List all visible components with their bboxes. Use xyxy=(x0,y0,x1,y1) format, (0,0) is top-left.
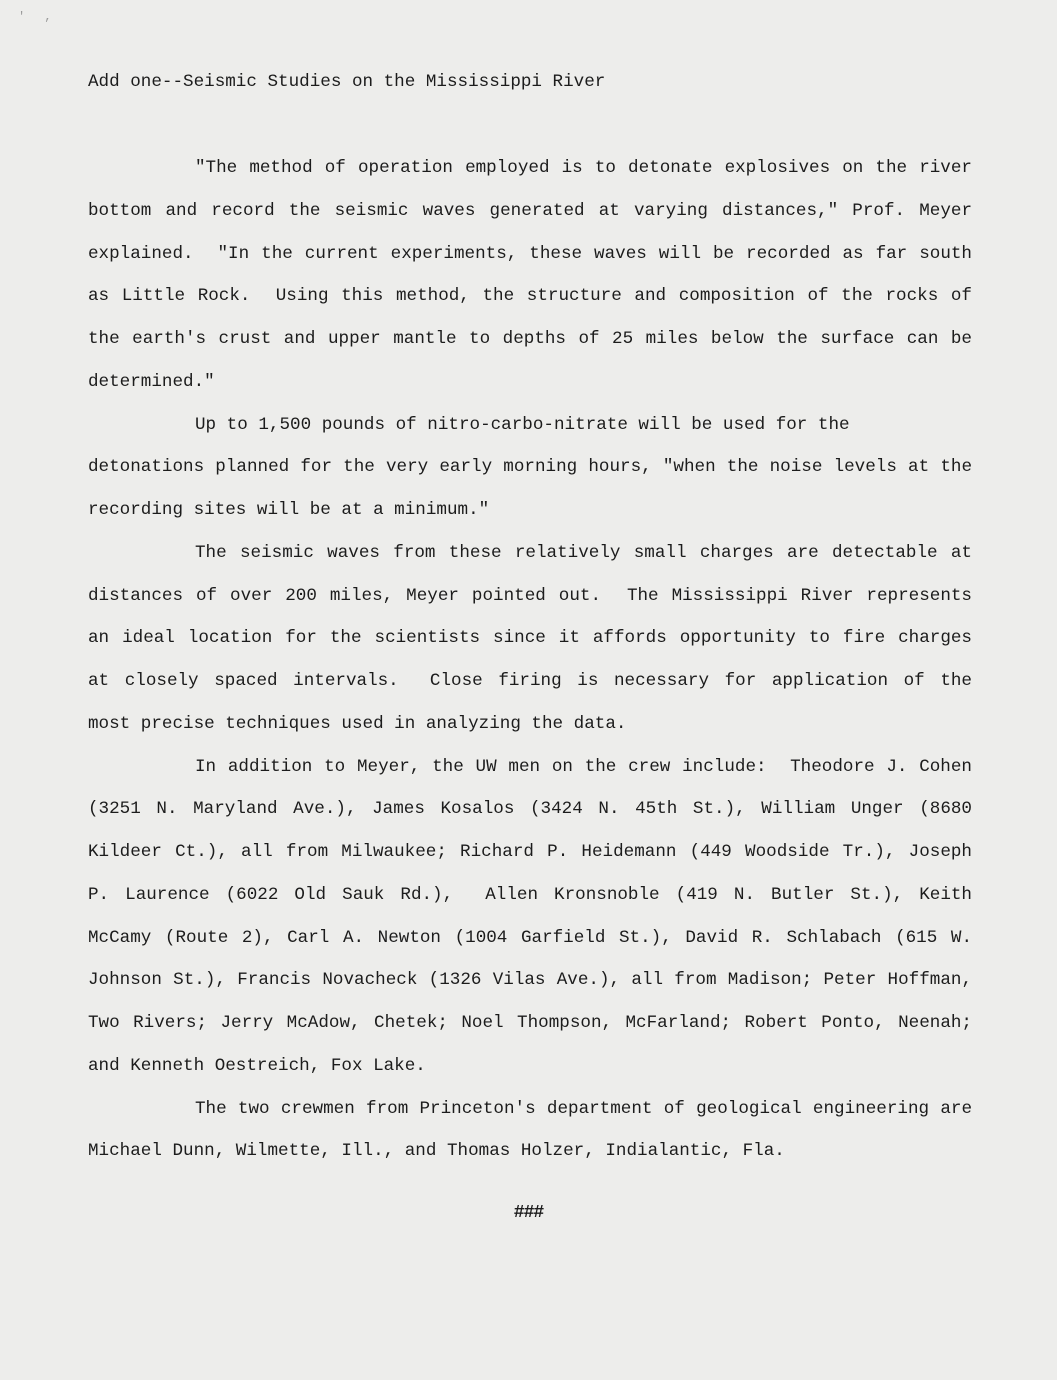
paragraph-4-line-3: Kildeer Ct.), all from Milwaukee; Richard P. Heidemann (449 Woodside Tr.), Joseph xyxy=(88,842,972,862)
paragraph-3-line-3: an ideal location for the scientists since it affords opportunity to fire charges xyxy=(88,628,972,649)
paragraph-4-line-5: McCamy (Route 2), Carl A. Newton (1004 Garfield St.), David R. Schlabach (615 W. xyxy=(88,927,972,948)
paragraph-2-line-2: detonations planned for the very early morning hours, "when the noise levels at the xyxy=(88,457,972,478)
paragraph-2-line-1: Up to 1,500 pounds of nitro-carbo-nitrate will be used for the xyxy=(195,414,850,435)
paragraph-4-line-2: (3251 N. Maryland Ave.), James Kosalos (3424 N. 45th St.), William Unger (8680 xyxy=(88,799,972,820)
body-text xyxy=(88,156,972,1182)
paragraph-3-line-4: at closely spaced intervals. Close firing is necessary for application of the xyxy=(88,671,972,691)
paragraph-4-line-8: and Kenneth Oestreich, Fox Lake. xyxy=(88,1055,426,1076)
paragraph-1-line-6: determined." xyxy=(88,371,215,392)
paragraph-1-line-3: explained. "In the current experiments, these waves will be recorded as far south xyxy=(88,243,972,264)
paragraph-1-line-1: "The method of operation employed is to detonate explosives on the river xyxy=(195,158,972,178)
paragraph-3-line-1: The seismic waves from these relatively small charges are detectable at xyxy=(195,542,972,563)
paragraph-4-line-7: Two Rivers; Jerry McAdow, Chetek; Noel Thompson, McFarland; Robert Ponto, Neenah; xyxy=(88,1013,972,1033)
paragraph-5-line-2: Michael Dunn, Wilmette, Ill., and Thomas Holzer, Indialantic, Fla. xyxy=(88,1141,785,1162)
page-heading: Add one--Seismic Studies on the Mississippi River xyxy=(88,72,606,92)
paragraph-2-line-3: recording sites will be at a minimum." xyxy=(88,500,490,520)
corner-mark: ' , xyxy=(18,10,58,24)
paragraph-1-line-2: bottom and record the seismic waves generated at varying distances," Prof. Meyer xyxy=(88,200,972,221)
paragraph-5-line-1: The two crewmen from Princeton's department of geological engineering are xyxy=(195,1098,972,1119)
paragraph-3-line-5: most precise techniques used in analyzing the data. xyxy=(88,713,627,734)
end-mark: ### xyxy=(513,1203,544,1223)
paragraph-4-line-6: Johnson St.), Francis Novacheck (1326 Vilas Ave.), all from Madison; Peter Hoffman, xyxy=(88,970,972,991)
paragraph-1-line-5: the earth's crust and upper mantle to depths of 25 miles below the surface can be xyxy=(88,329,972,349)
paragraph-4-line-4: P. Laurence (6022 Old Sauk Rd.), Allen Kronsnoble (419 N. Butler St.), Keith xyxy=(88,884,972,905)
paragraph-1-line-4: as Little Rock. Using this method, the structure and composition of the rocks of xyxy=(88,286,972,307)
paragraph-3-line-2: distances of over 200 miles, Meyer pointed out. The Mississippi River represents xyxy=(88,585,972,606)
paragraph-4-line-1: In addition to Meyer, the UW men on the crew include: Theodore J. Cohen xyxy=(195,756,972,777)
